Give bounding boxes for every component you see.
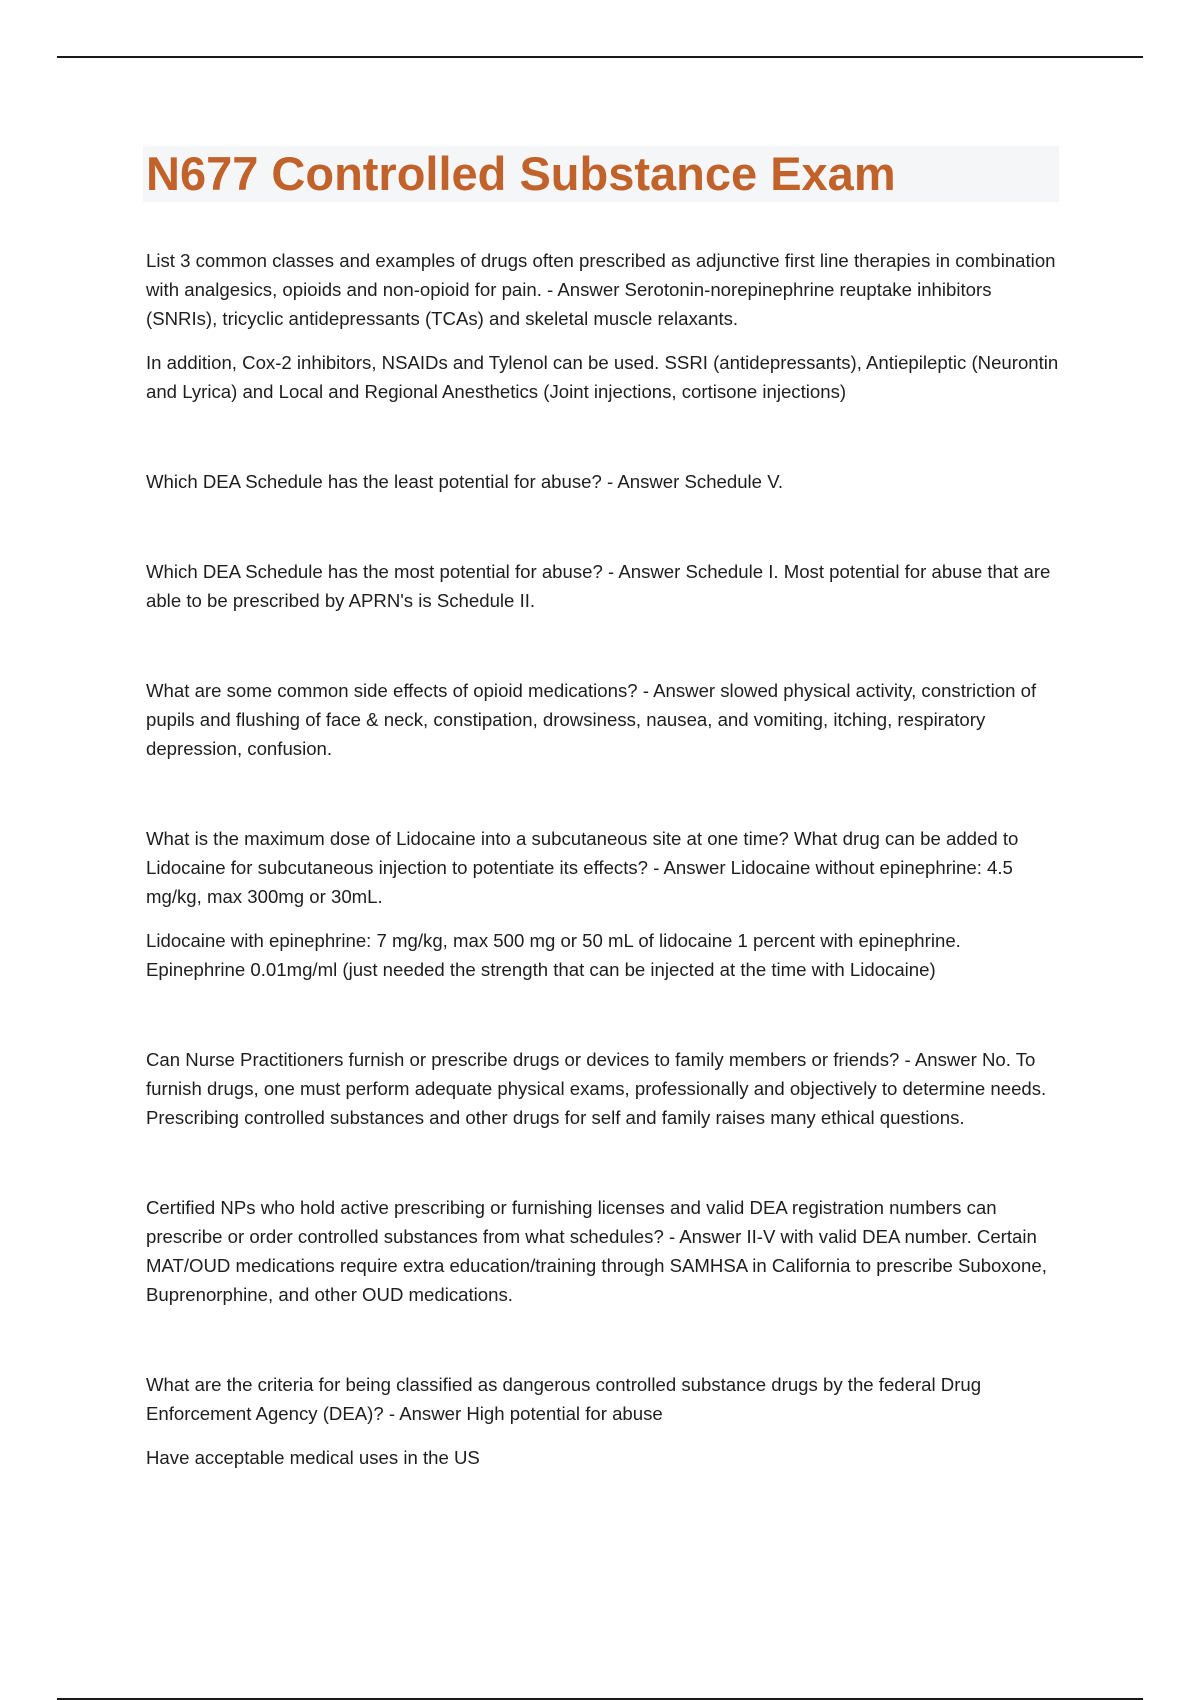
paragraph-adjunctive-additional: In addition, Cox-2 inhibitors, NSAIDs and Tylenol can be used. SSRI (antidepressants), Antiepileptic (Neurontin and Lyrica) and Local and Regional Anesthetics (Joint injections, cortisone injections) [146,352,1059,402]
paragraph-family-prescribing: Can Nurse Practitioners furnish or prescribe drugs or devices to family members or friends? - Answer No. To furnish drugs, one must perform adequate physical exams, professionally and objectively to determine needs. Prescribing controlled substances and other drugs for self and family raises many ethical questions. [146,1049,1047,1128]
document-body [146,246,1061,1472]
paragraph-least-abuse-schedule: Which DEA Schedule has the least potential for abuse? - Answer Schedule V. [146,471,784,492]
paragraph-dea-criteria-medical-use: Have acceptable medical uses in the US [146,1447,480,1468]
paragraph-adjunctive-therapies: List 3 common classes and examples of drugs often prescribed as adjunctive first line therapies in combination with analgesics, opioids and non-opioid for pain. - Answer Serotonin-norepinephrine reuptake inhibitors (SNRIs), tricyclic antidepressants (TCAs) and skeletal muscle relaxants. [146,250,1056,329]
document-title: N677 Controlled Substance Exam [146,147,896,200]
paragraph-lidocaine-with-epinephrine: Lidocaine with epinephrine: 7 mg/kg, max 500 mg or 50 mL of lidocaine 1 percent with epinephrine. Epinephrine 0.01mg/ml (just needed the strength that can be injected at the time with Lidocaine) [146,930,961,980]
paragraph-np-schedules: Certified NPs who hold active prescribing or furnishing licenses and valid DEA registration numbers can prescribe or order controlled substances from what schedules? - Answer II-V with valid DEA number. Certain MAT/OUD medications require extra education/training through SAMHSA in California to prescribe Suboxone, Buprenorphine, and other OUD medications. [146,1197,1047,1305]
paragraph-dea-criteria: What are the criteria for being classified as dangerous controlled substance drugs by the federal Drug Enforcement Agency (DEA)? - Answer High potential for abuse [146,1374,982,1424]
top-rule [57,56,1143,58]
paragraph-opioid-side-effects: What are some common side effects of opioid medications? - Answer slowed physical activity, constriction of pupils and flushing of face & neck, constipation, drowsiness, nausea, and vomiting, itching, respiratory depression, confusion. [146,680,1037,759]
paragraph-most-abuse-schedule: Which DEA Schedule has the most potential for abuse? - Answer Schedule I. Most potential for abuse that are able to be prescribed by APRN's is Schedule II. [146,561,1051,611]
paragraph-lidocaine-max-dose: What is the maximum dose of Lidocaine into a subcutaneous site at one time? What drug can be added to Lidocaine for subcutaneous injection to potentiate its effects? - Answer Lidocaine without epinephrine: 4.5 mg/kg, max 300mg or 30mL. [146,828,1019,907]
